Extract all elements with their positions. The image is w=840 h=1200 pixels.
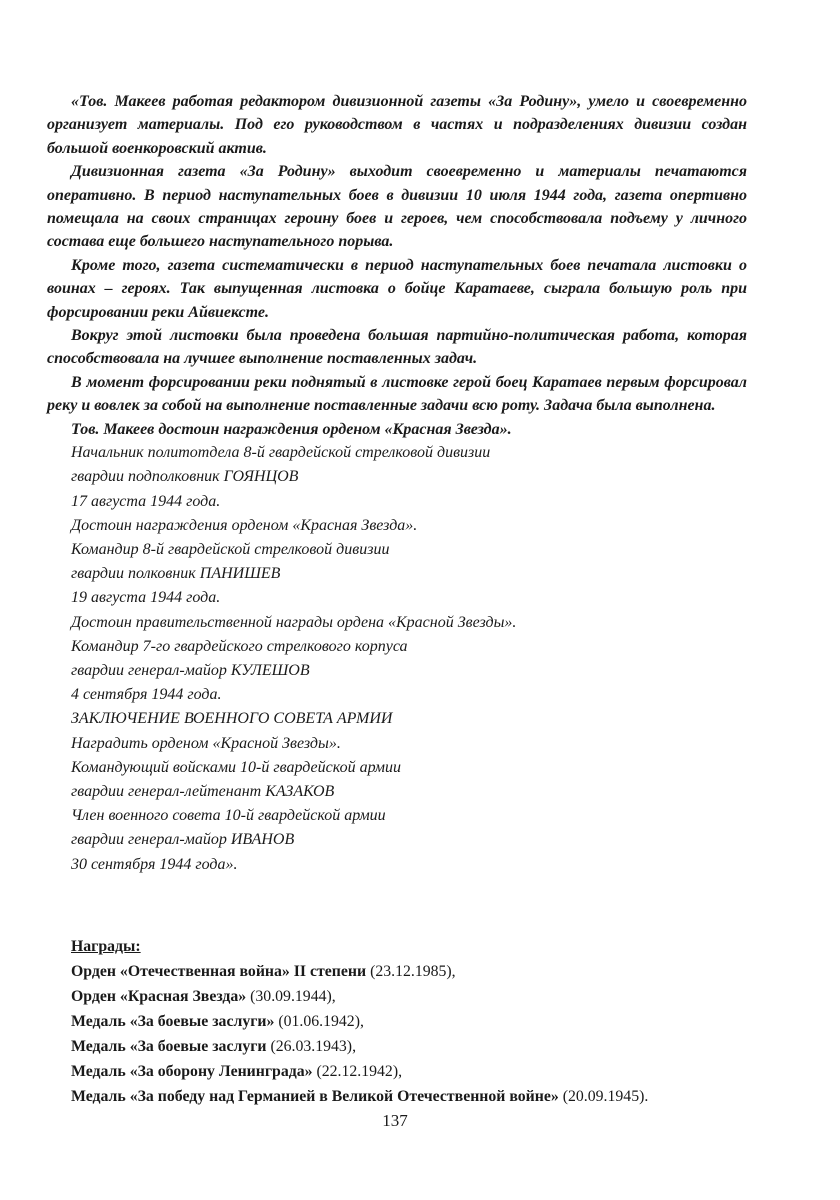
award-item: [71, 1034, 648, 1059]
main-text: [47, 90, 747, 877]
signature-line: гвардии полковник ПАНИШЕВ: [71, 565, 281, 583]
award-item: [71, 1009, 648, 1034]
award-item: [71, 1084, 648, 1109]
award-date: (01.06.1942),: [274, 1013, 364, 1030]
signature-line: Достоин правительственной награды ордена «Красной Звезды».: [71, 613, 517, 631]
signature-line: 19 августа 1944 года.: [71, 589, 221, 607]
award-date: (26.03.1943),: [266, 1038, 357, 1055]
award-date: (20.09.1945).: [558, 1088, 649, 1105]
signature-line: гвардии генерал-лейтенант КАЗАКОВ: [71, 782, 335, 800]
award-item: [71, 1059, 648, 1084]
paragraph: Вокруг этой листовки была проведена большая партийно-политическая работа, которая способствовала на лучшее выполнение поставленных задач.: [47, 327, 747, 368]
awards-section: [71, 934, 648, 1109]
signature-line: Начальник политотдела 8-й гвардейской стрелковой дивизии: [71, 444, 491, 462]
signature-line: 17 августа 1944 года.: [71, 492, 221, 510]
paragraph: Дивизионная газета «За Родину» выходит своевременно и материалы печатаются оперативно. В период наступательных боев в дивизии 10 июля 1944 года, газета опертивно помещала на своих страницах героину боев и героев, чем способствовала подъему у личного состава еще большего наступательного порыва.: [47, 163, 747, 251]
signature-line: Командир 7-го гвардейского стрелкового корпуса: [71, 637, 408, 655]
award-date: (22.12.1942),: [312, 1063, 403, 1080]
paragraph: «Тов. Макеев работая редактором дивизионной газеты «За Родину», умело и своевременно организует материалы. Под его руководством в частях и подразделениях дивизии создан большой военкоровский актив.: [47, 93, 747, 157]
award-name: Медаль «За победу над Германией в Великой Отечественной войне»: [71, 1088, 559, 1105]
paragraph: Кроме того, газета систематически в период наступательных боев печатала листовки о воинах – героях. Так выпущенная листовка о бойце Каратаеве, сыграла большую роль при форсировании реки Айвиексте.: [47, 256, 747, 321]
signature-line: 30 сентября 1944 года».: [71, 855, 238, 873]
award-item: [71, 959, 648, 984]
awards-heading: Награды:: [71, 938, 141, 955]
paragraph: В момент форсировании реки поднятый в листовке герой боец Каратаев первым форсировал реку и вовлек за собой на выполнение поставленные задачи всю роту. Задача была выполнена.: [47, 373, 747, 415]
signature-line: Член военного совета 10-й гвардейской армии: [71, 807, 386, 825]
signature-line: 4 сентября 1944 года.: [71, 686, 222, 704]
award-date: (23.12.1985),: [366, 963, 456, 980]
award-date: (30.09.1944),: [246, 988, 336, 1005]
award-name: Медаль «За боевые заслуги»: [71, 1013, 275, 1030]
page-number: 137: [382, 1111, 408, 1130]
signature-line: Наградить орденом «Красной Звезды».: [71, 734, 341, 752]
paragraph: Тов. Макеев достоин награждения орденом «Красная Звезда».: [71, 420, 512, 438]
award-name: Орден «Отечественная война» II степени: [71, 963, 367, 980]
award-name: Медаль «За оборону Ленинграда»: [71, 1063, 313, 1080]
signature-line: гвардии генерал-майор КУЛЕШОВ: [71, 661, 310, 679]
award-item: [71, 984, 648, 1009]
signature-line: ЗАКЛЮЧЕНИЕ ВОЕННОГО СОВЕТА АРМИИ: [71, 710, 393, 728]
signature-block: [47, 441, 747, 877]
signature-line: Командир 8-й гвардейской стрелковой дивизии: [71, 540, 390, 558]
signature-line: гвардии генерал-майор ИВАНОВ: [71, 831, 295, 849]
award-name: Орден «Красная Звезда»: [71, 988, 247, 1005]
signature-line: Командующий войсками 10-й гвардейской армии: [71, 758, 402, 776]
signature-line: Достоин награждения орденом «Красная Звезда».: [71, 516, 418, 534]
signature-line: гвардии подполковник ГОЯНЦОВ: [71, 468, 299, 486]
award-name: Медаль «За боевые заслуги: [71, 1038, 267, 1055]
